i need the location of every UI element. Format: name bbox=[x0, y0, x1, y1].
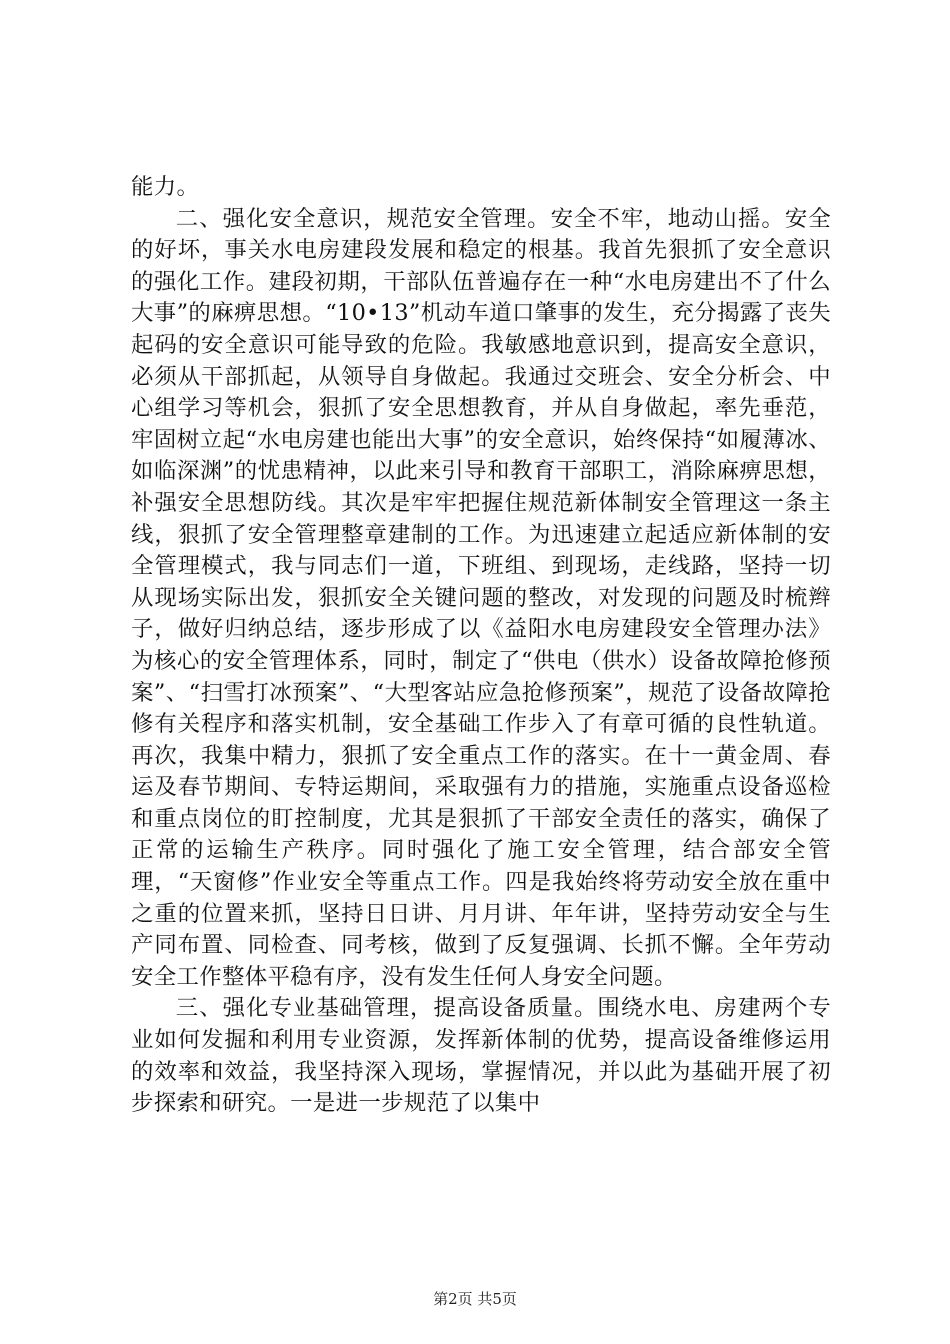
paragraph-safety-management: 二、强化安全意识，规范安全管理。安全不牢，地动山摇。安全的好坏，事关水电房建段发展和稳定的根基。我首先狠抓了安全意识的强化工作。建段初期，干部队伍普遍存在一种“水电房建出不了什么大事”的麻痹思想。“10•13”机动车道口肇事的发生，充分揭露了丧失起码的安全意识可能导致的危险。我敏感地意识到，提高安全意识，必须从干部抓起，从领导自身做起。我通过交班会、安全分析会、中心组学习等机会，狠抓了安全思想教育，并从自身做起，率先垂范，牢固树立起“水电房建也能出大事”的安全意识，始终保持“如履薄冰、如临深渊”的忧患精神，以此来引导和教育干部职工，消除麻痹思想，补强安全思想防线。其次是牢牢把握住规范新体制安全管理这一条主线，狠抓了安全管理整章建制的工作。为迅速建立起适应新体制的安全管理模式，我与同志们一道，下班组、到现场，走线路，坚持一切从现场实际出发，狠抓安全关键问题的整改，对发现的问题及时梳辫子，做好归纳总结，逐步形成了以《益阳水电房建段安全管理办法》为核心的安全管理体系，同时，制定了“供电（供水）设备故障抢修预案”、“扫雪打冰预案”、“大型客站应急抢修预案”，规范了设备故障抢修有关程序和落实机制，安全基础工作步入了有章可循的良性轨道。再次，我集中精力，狠抓了安全重点工作的落实。在十一黄金周、春运及春节期间、专特运期间，采取强有力的措施，实施重点设备巡检和重点岗位的盯控制度，尤其是狠抓了干部安全责任的落实，确保了正常的运输生产秩序。同时强化了施工安全管理，结合部安全管理，“天窗修”作业安全等重点工作。四是我始终将劳动安全放在重中之重的位置来抓，坚持日日讲、月月讲、年年讲，坚持劳动安全与生产同布置、同检查、同考核，做到了反复强调、长抓不懈。全年劳动安全工作整体平稳有序，没有发生任何人身安全问题。 bbox=[131, 205, 831, 990]
paragraph-professional-management: 三、强化专业基础管理，提高设备质量。围绕水电、房建两个专业如何发掘和利用专业资源，发挥新体制的优势，提高设备维修运用的效率和效益，我坚持深入现场，掌握情况，并以此为基础开展了初步探索和研究。一是进一步规范了以集中 bbox=[131, 995, 831, 1117]
page-number-footer: 第2页 共5页 bbox=[433, 1290, 517, 1308]
document-body bbox=[131, 172, 831, 1120]
paragraph-continuation: 能力。 bbox=[131, 174, 200, 200]
